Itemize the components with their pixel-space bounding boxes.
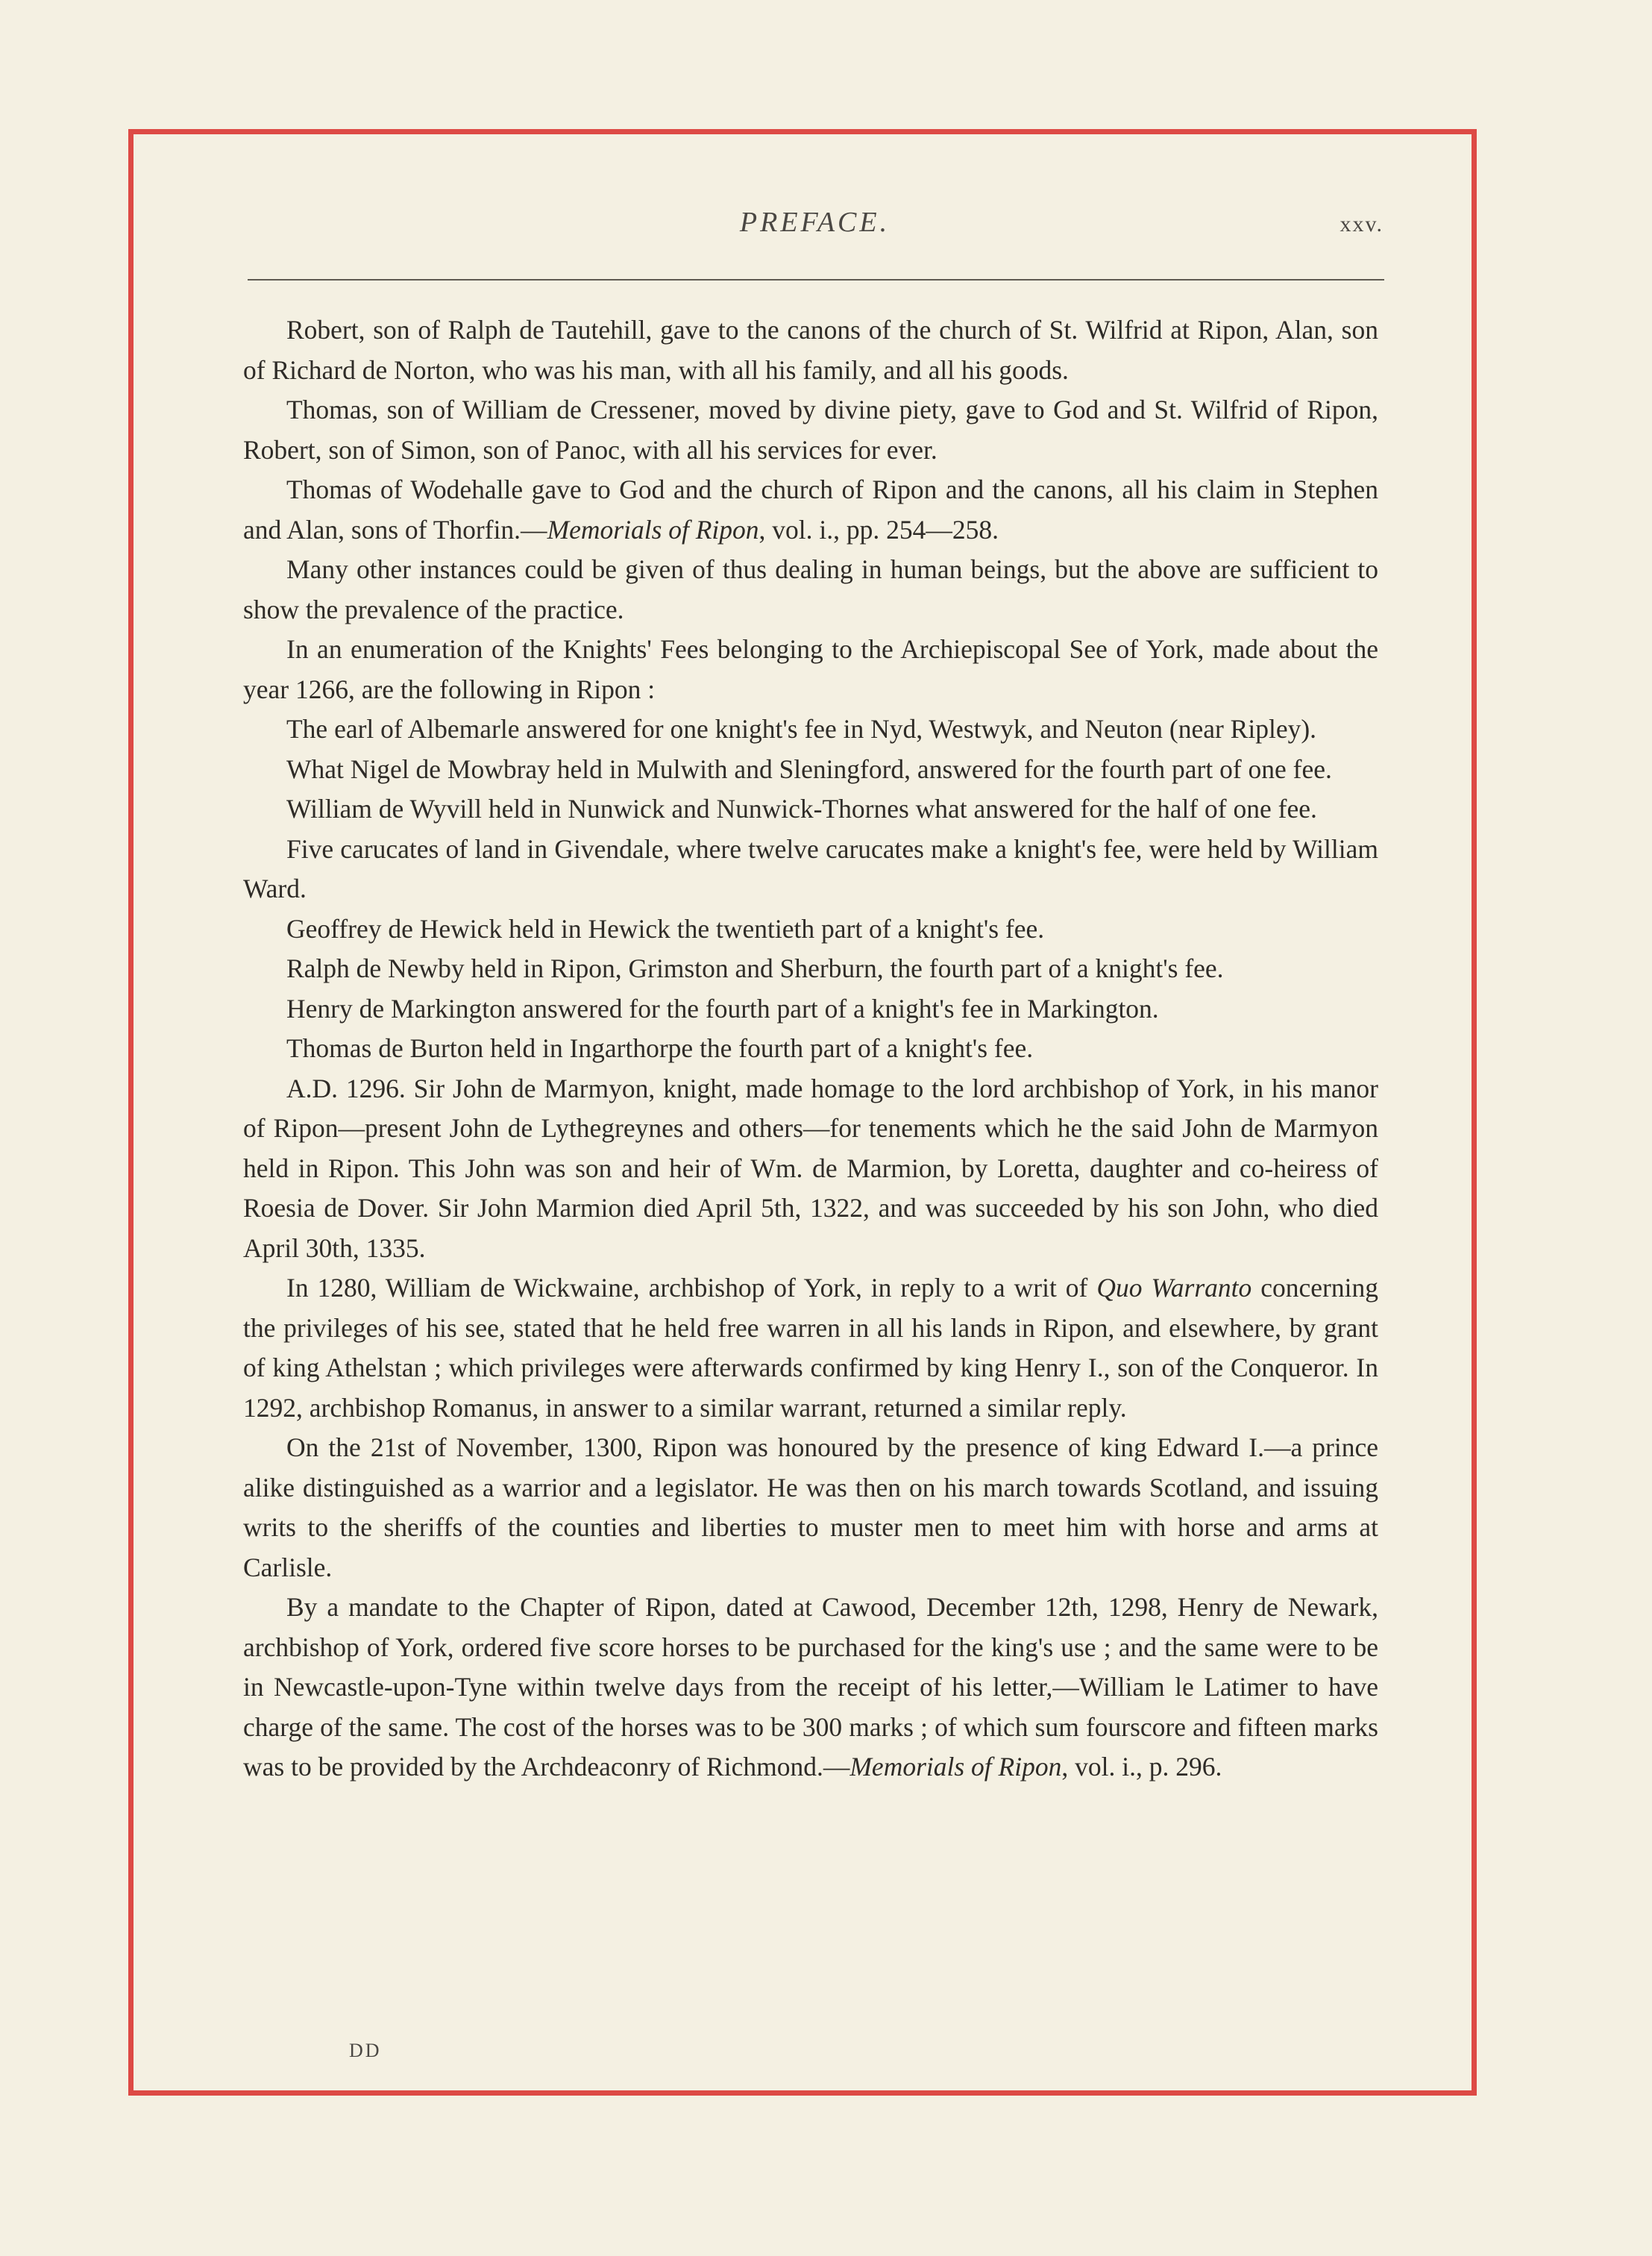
paragraph-text: The earl of Albemarle answered for one knight's fee in Nyd, Westwyk, and Neuton (near Ripley). bbox=[286, 714, 1317, 744]
body-text bbox=[243, 310, 1378, 1787]
citation-title: Memorials of Ripon bbox=[547, 514, 759, 545]
paragraph-text: Thomas of Wodehalle gave to God and the church of Ripon and the canons, all his claim in Stephen and Alan, sons of Thorfin.— bbox=[243, 474, 1378, 545]
paragraph-text: Robert, son of Ralph de Tautehill, gave to the canons of the church of St. Wilfrid at Ripon, Alan, son of Richard de Norton, who was his man, with all his family, and all his goods. bbox=[243, 315, 1378, 385]
paragraph bbox=[243, 989, 1378, 1030]
paragraph bbox=[243, 909, 1378, 950]
page-number: xxv. bbox=[1339, 212, 1384, 236]
paragraph bbox=[243, 470, 1378, 550]
paragraph-text: Thomas, son of William de Cressener, moved by divine piety, gave to God and St. Wilfrid of Ripon, Robert, son of Simon, son of Panoc, with all his services for ever. bbox=[243, 395, 1378, 465]
paragraph bbox=[243, 1428, 1378, 1588]
paragraph-text: A.D. 1296. Sir John de Marmyon, knight, made homage to the lord archbishop of York, in his manor of Ripon—present John de Lythegreynes and others—for tenements which he the said John de Marmyon held in Ripon. This John was son and heir of Wm. de Marmion, by Loretta, daughter and co-heiress of Roesia de Dover. Sir John Marmion died April 5th, 1322, and was succeeded by his son John, who died April 30th, 1335. bbox=[243, 1073, 1378, 1263]
paragraph bbox=[243, 310, 1378, 390]
page-title: PREFACE. bbox=[739, 207, 891, 238]
paragraph bbox=[243, 949, 1378, 989]
paragraph-text: By a mandate to the Chapter of Ripon, dated at Cawood, December 12th, 1298, Henry de Newark, archbishop of York, ordered five score horses to be purchased for the king's use ; and the same were to be in Newcastle-upon-Tyne within twelve days from the receipt of his letter,—William le Latimer to have charge of the same. The cost of the horses was to be 300 marks ; of which sum fourscore and fifteen marks was to be provided by the Archdeaconry of Richmond.— bbox=[243, 1592, 1378, 1782]
paragraph-text: In 1280, William de Wickwaine, archbishop of York, in reply to a writ of bbox=[286, 1273, 1097, 1303]
paragraph-text: Many other instances could be given of thus dealing in human beings, but the above are sufficient to show the prevalence of the practice. bbox=[243, 554, 1378, 624]
citation-detail: , vol. i., pp. 254—258. bbox=[759, 514, 999, 545]
paragraph-text: William de Wyvill held in Nunwick and Nunwick-Thornes what answered for the half of one fee. bbox=[286, 794, 1317, 824]
paragraph bbox=[243, 390, 1378, 470]
paragraph bbox=[243, 1588, 1378, 1787]
paragraph bbox=[243, 550, 1378, 630]
paragraph-text: Five carucates of land in Givendale, where twelve carucates make a knight's fee, were held by William Ward. bbox=[243, 833, 1378, 903]
paragraph bbox=[243, 630, 1378, 709]
paragraph bbox=[243, 1069, 1378, 1269]
paragraph bbox=[243, 1268, 1378, 1428]
paragraph-text: On the 21st of November, 1300, Ripon was honoured by the presence of king Edward I.—a prince alike distinguished as a warrior and a legislator. He was then on his march towards Scotland, and issuing writs to the sheriffs of the counties and liberties to muster men to meet him with horse and arms at Carlisle. bbox=[243, 1432, 1378, 1582]
citation-detail: , vol. i., p. 296. bbox=[1061, 1752, 1222, 1782]
paragraph-text: Geoffrey de Hewick held in Hewick the twentieth part of a knight's fee. bbox=[286, 913, 1045, 944]
paragraph bbox=[243, 830, 1378, 909]
paragraph-text: Thomas de Burton held in Ingarthorpe the fourth part of a knight's fee. bbox=[286, 1033, 1034, 1063]
paragraph bbox=[243, 1029, 1378, 1069]
paragraph-text: Ralph de Newby held in Ripon, Grimston and Sherburn, the fourth part of a knight's fee. bbox=[286, 953, 1224, 983]
citation-title: Memorials of Ripon bbox=[849, 1752, 1062, 1782]
signature-mark: DD bbox=[349, 2040, 382, 2061]
paragraph-text: Henry de Markington answered for the fourth part of a knight's fee in Markington. bbox=[286, 993, 1159, 1024]
header-rule bbox=[248, 279, 1384, 281]
citation-detail: concerning the privileges of his see, stated that he held free warren in all his lands in Ripon, and elsewhere, by grant of king Athelstan ; which privileges were afterwards confirmed by king Henry I., son of the Conqueror. In 1292, archbishop Romanus, in answer to a similar warrant, returned a similar reply. bbox=[243, 1273, 1378, 1423]
paragraph-text: What Nigel de Mowbray held in Mulwith and Sleningford, answered for the fourth part of one fee. bbox=[286, 753, 1332, 784]
paragraph bbox=[243, 789, 1378, 830]
citation-title: Quo Warranto bbox=[1096, 1273, 1252, 1303]
running-head bbox=[246, 203, 1384, 248]
paragraph bbox=[243, 750, 1378, 790]
paragraph bbox=[243, 709, 1378, 750]
paragraph-text: In an enumeration of the Knights' Fees belonging to the Archiepiscopal See of York, made about the year 1266, are the following in Ripon : bbox=[243, 634, 1378, 704]
